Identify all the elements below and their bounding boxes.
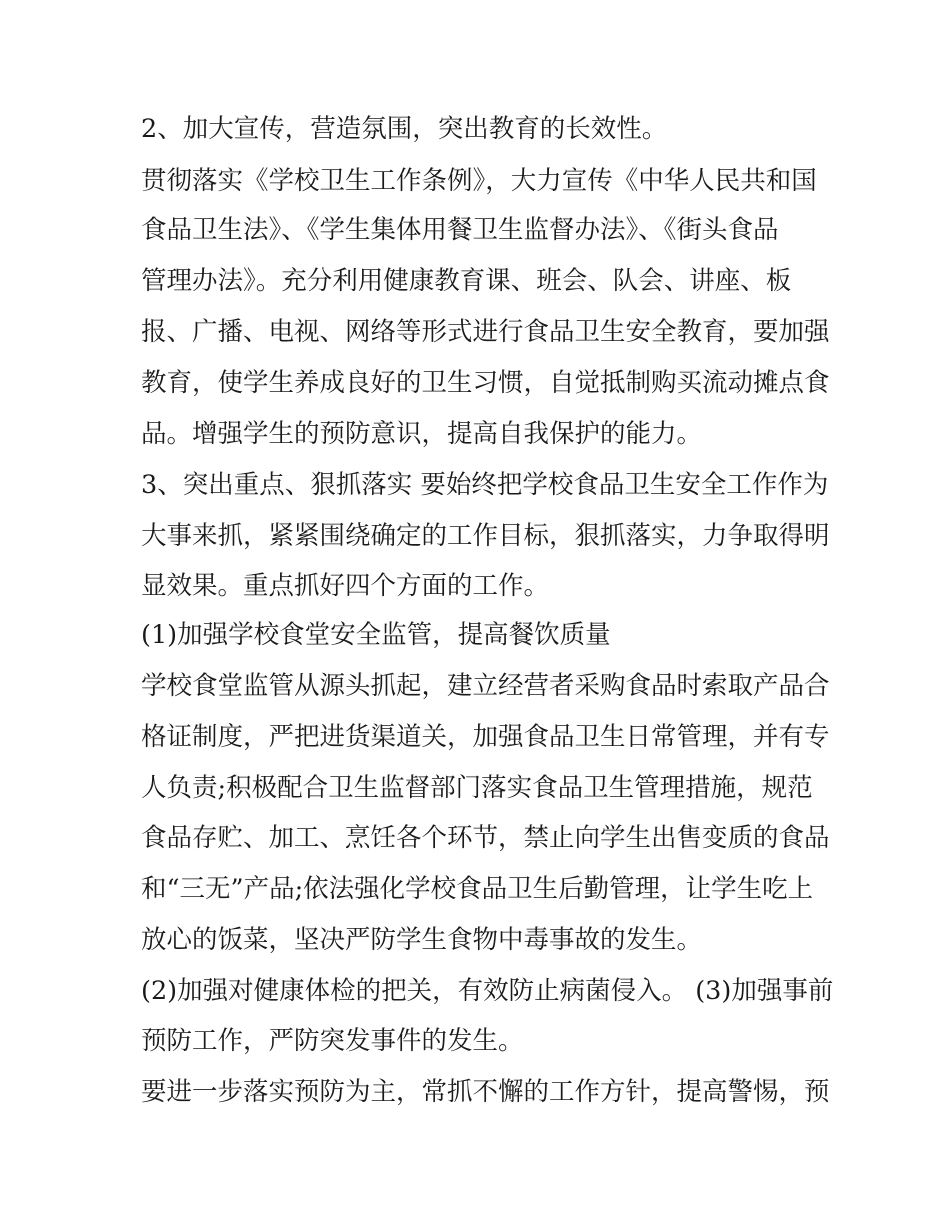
text-line: 食品存贮、加工、烹饪各个环节，禁止向学生出售变质的食品 [141,823,830,853]
text-line: 要进一步落实预防为主，常抓不懈的工作方针，提高警惕，预 [141,1077,830,1107]
text-line: 教育，使学生养成良好的卫生习惯，自觉抵制购买流动摊点食 [141,368,830,398]
text-line: 显效果。重点抓好四个方面的工作。 [141,571,550,601]
text-line: 2、加大宣传，营造氛围，突出教育的长效性。 [141,114,668,144]
text-line: (2)加强对健康体检的把关，有效防止病菌侵入。 (3)加强事前 [141,976,834,1006]
text-line: 贯彻落实《学校卫生工作条例》，大力宣传《中华人民共和国 [141,166,817,196]
text-line: 人负责;积极配合卫生监督部门落实食品卫生管理措施，规范 [141,773,813,803]
text-line: 品。增强学生的预防意识，提高自我保护的能力。 [141,419,703,449]
text-line: 管理办法》。充分利用健康教育课、班会、队会、讲座、板 [141,266,792,296]
text-line: (1)加强学校食堂安全监管，提高餐饮质量 [141,620,611,650]
text-line: 放心的饭菜，坚决严防学生食物中毒事故的发生。 [141,925,703,955]
text-line: 格证制度，严把进货渠道关，加强食品卫生日常管理，并有专 [141,722,830,752]
text-line: 大事来抓，紧紧围绕确定的工作目标，狠抓落实，力争取得明 [141,521,830,551]
text-line: 和“三无”产品;依法强化学校食品卫生后勤管理，让学生吃上 [141,874,814,904]
text-line: 食品卫生法》、《学生集体用餐卫生监督办法》、《街头食品 [141,215,779,245]
text-line: 报、广播、电视、网络等形式进行食品卫生安全教育，要加强 [141,317,830,347]
text-line: 学校食堂监管从源头抓起，建立经营者采购食品时索取产品合 [141,671,830,701]
text-line: 3、突出重点、狠抓落实 要始终把学校食品卫生安全工作作为 [141,470,829,500]
text-line: 预防工作，严防突发事件的发生。 [141,1026,524,1056]
